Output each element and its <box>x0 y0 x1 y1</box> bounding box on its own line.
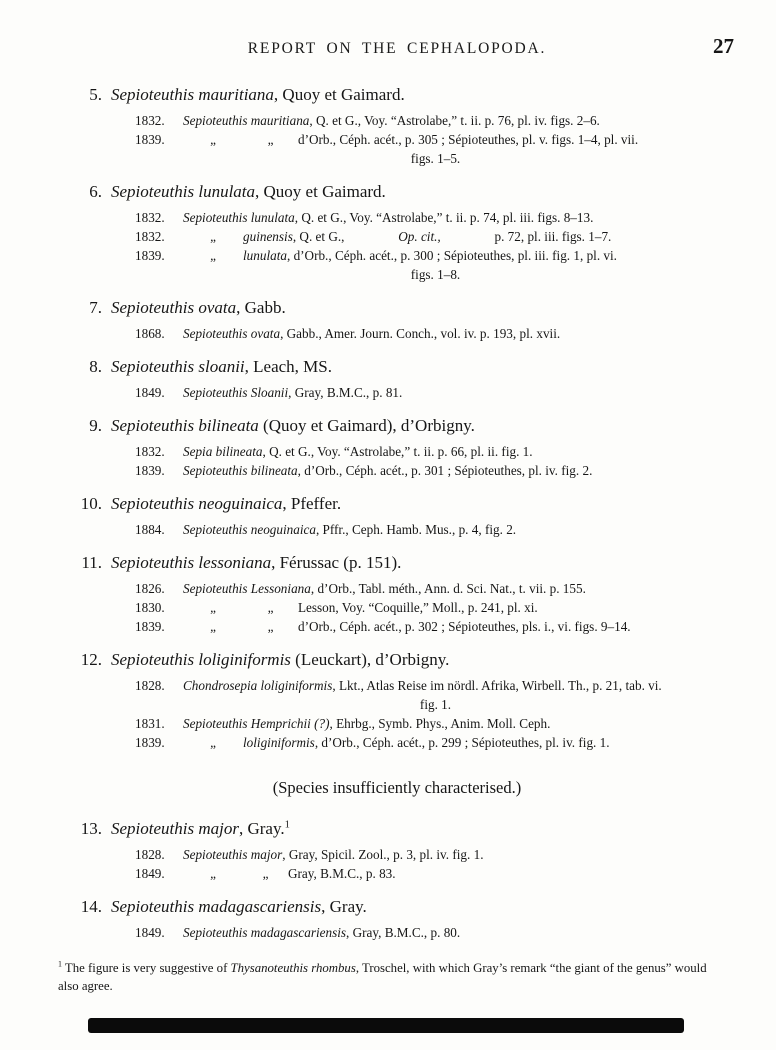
ditto-mark: „ <box>262 866 269 881</box>
taxon-name: Sepioteuthis Sloanii <box>183 385 289 400</box>
species-entry <box>58 297 736 343</box>
ditto-mark: „ <box>267 132 274 147</box>
species-entry <box>58 493 736 539</box>
taxon-name: Sepioteuthis neoguinaica <box>111 494 283 513</box>
taxon-name: Sepioteuthis bilineata <box>111 416 259 435</box>
citation-text: , Q. et G., Voy. “Astrolabe,” t. ii. p. 74, pl. iii. figs. 8–13. <box>294 210 594 225</box>
citation-text: p. 72, pl. iii. figs. 1–7. <box>494 229 612 244</box>
citation-body <box>183 113 600 128</box>
taxon-name: Sepioteuthis bilineata <box>183 463 298 478</box>
citation-continuation: figs. 1–8. <box>410 267 461 282</box>
taxon-name: Sepioteuthis Hemprichii (?) <box>183 716 330 731</box>
ditto-mark: „ <box>210 735 216 750</box>
ditto-mark: „ <box>210 248 216 263</box>
citation-body <box>183 385 402 400</box>
entry-heading <box>58 649 736 670</box>
citation-year: 1831. <box>135 716 165 731</box>
citation-line <box>135 324 736 343</box>
citation-body <box>183 716 550 731</box>
ditto-mark: „ <box>210 600 216 615</box>
taxon-name: guinensis <box>243 229 293 244</box>
citation-list <box>135 208 736 284</box>
ditto-mark: „ <box>267 619 274 634</box>
heading-text: , Quoy et Gaimard. <box>273 85 405 104</box>
species-entry <box>58 356 736 402</box>
citation-body <box>183 248 617 263</box>
citation-line <box>135 714 736 733</box>
taxon-name: Sepioteuthis mauritiana <box>183 113 310 128</box>
citation-year: 1849. <box>135 925 165 940</box>
citation-list <box>135 579 736 636</box>
taxon-name: Sepioteuthis sloanii <box>111 357 245 376</box>
citation-text: , Gray, Spicil. Zool., p. 3, pl. iv. fig. 1. <box>282 847 484 862</box>
species-entry <box>58 896 736 942</box>
entry-heading <box>58 415 736 436</box>
heading-text: , Gabb. <box>236 298 286 317</box>
heading-text: (Leuckart), d’Orbigny. <box>290 650 450 669</box>
entry-number: 8. <box>89 357 102 376</box>
entry-number: 5. <box>89 85 102 104</box>
citation-body <box>183 735 610 750</box>
citation-body <box>183 522 516 537</box>
citation-list <box>135 383 736 402</box>
running-title: REPORT ON THE CEPHALOPODA. <box>247 40 547 57</box>
entry-title <box>111 650 449 669</box>
citation-text: , Gray, B.M.C., p. 81. <box>288 385 403 400</box>
entry-title <box>111 182 386 201</box>
heading-text: , Gray. <box>238 819 285 838</box>
heading-text: , Leach, MS. <box>244 357 332 376</box>
footnote <box>58 960 736 995</box>
citation-year: 1839. <box>135 132 165 147</box>
citation-list <box>135 111 736 168</box>
citation-year: 1832. <box>135 210 165 225</box>
citation-list <box>135 923 736 942</box>
citation-year: 1832. <box>135 113 165 128</box>
citation-year: 1839. <box>135 735 165 750</box>
species-entry <box>58 552 736 636</box>
taxon-name: Sepioteuthis ovata <box>183 326 281 341</box>
citation-body <box>183 581 586 596</box>
taxon-name: Sepioteuthis madagascariensis <box>183 925 347 940</box>
citation-year: 1828. <box>135 678 165 693</box>
citation-text: , Gabb., Amer. Journ. Conch., vol. iv. p. 193, pl. xvii. <box>280 326 561 341</box>
citation-text: d’Orb., Céph. acét., p. 305 ; Sépioteuthes, pl. v. figs. 1–4, pl. vii. <box>298 132 639 147</box>
entry-heading <box>58 493 736 514</box>
entry-heading <box>58 356 736 377</box>
species-entry <box>58 415 736 480</box>
entry-number: 6. <box>89 182 102 201</box>
heading-text: , Férussac (p. 151). <box>271 553 402 572</box>
taxon-name: lunulata <box>243 248 287 263</box>
ditto-mark: „ <box>267 600 274 615</box>
scan-artifact-bar <box>88 1018 684 1033</box>
ditto-mark: „ <box>210 866 216 881</box>
taxon-name: Sepioteuthis major <box>111 819 239 838</box>
section-note: (Species insufficiently characterised.) <box>272 778 522 797</box>
citation-body <box>183 600 538 615</box>
footnote-text: 1 <box>58 959 62 969</box>
citation-body <box>183 866 396 881</box>
heading-text: , Gray. <box>321 897 367 916</box>
entry-title <box>111 819 290 838</box>
citation-line <box>135 208 736 227</box>
entry-number: 10. <box>80 494 102 513</box>
citation-year: 1826. <box>135 581 165 596</box>
heading-text: , Pfeffer. <box>282 494 342 513</box>
entry-number: 7. <box>89 298 102 317</box>
citation-year: 1828. <box>135 847 165 862</box>
citation-body <box>183 444 533 459</box>
page-number: 27 <box>713 34 734 58</box>
species-entry <box>58 181 736 284</box>
species-entry <box>58 649 736 752</box>
entry-number: 14. <box>80 897 102 916</box>
taxon-name: Sepioteuthis lunulata <box>111 182 256 201</box>
entry-heading <box>58 552 736 573</box>
footnote-text: The figure is very suggestive of <box>61 961 231 975</box>
citation-year: 1839. <box>135 248 165 263</box>
citation-body <box>183 463 592 478</box>
entry-number: 11. <box>81 553 102 572</box>
citation-line <box>135 733 736 752</box>
citation-text: d’Orb., Céph. acét., p. 302 ; Sépioteuthes, pls. i., vi. figs. 9–14. <box>298 619 631 634</box>
citation-text: , Q. et G., <box>292 229 345 244</box>
citation-body <box>183 210 593 225</box>
taxon-name: Sepioteuthis neoguinaica <box>183 522 316 537</box>
citation-line <box>135 246 736 265</box>
taxon-name: Sepioteuthis major <box>183 847 283 862</box>
citation-line <box>135 442 736 461</box>
citation-year: 1832. <box>135 229 165 244</box>
entry-title <box>111 416 475 435</box>
citation-text: , Gray, B.M.C., p. 80. <box>346 925 461 940</box>
taxon-name: loliginiformis <box>243 735 315 750</box>
citation-continuation: fig. 1. <box>419 697 452 712</box>
heading-text: , Quoy et Gaimard. <box>255 182 386 201</box>
citation-text: , d’Orb., Tabl. méth., Ann. d. Sci. Nat., t. vii. p. 155. <box>310 581 586 596</box>
ditto-mark: „ <box>210 132 216 147</box>
taxon-name: Sepia bilineata <box>183 444 263 459</box>
entry-heading <box>58 818 736 839</box>
heading-text: (Quoy et Gaimard), d’Orbigny. <box>258 416 475 435</box>
citation-line <box>135 520 736 539</box>
species-entry <box>58 84 736 168</box>
species-entry <box>58 818 736 883</box>
citation-line <box>135 864 736 883</box>
citation-text: , d’Orb., Céph. acét., p. 300 ; Sépioteuthes, pl. iii. fig. 1, pl. vi. <box>286 248 617 263</box>
entry-heading <box>58 181 736 202</box>
citation-list <box>135 845 736 883</box>
citation-list <box>135 520 736 539</box>
taxon-name: Thysanoteuthis rhombus <box>230 961 356 975</box>
heading-text: 1 <box>284 819 290 831</box>
citation-line <box>135 461 736 480</box>
citation-line <box>135 598 736 617</box>
taxon-name: Sepioteuthis mauritiana <box>111 85 274 104</box>
citation-line <box>135 111 736 130</box>
citation-text: , Q. et G., Voy. “Astrolabe,” t. ii. p. 66, pl. ii. fig. 1. <box>262 444 533 459</box>
citation-text: , d’Orb., Céph. acét., p. 299 ; Sépioteuthes, pl. iv. fig. 1. <box>314 735 610 750</box>
citation-year: 1884. <box>135 522 165 537</box>
citation-line <box>135 845 736 864</box>
page-header <box>58 26 736 68</box>
citation-list <box>135 442 736 480</box>
entry-title <box>111 85 405 104</box>
citation-year: 1849. <box>135 866 165 881</box>
citation-body <box>183 132 638 147</box>
citation-body <box>183 678 662 693</box>
ditto-mark: „ <box>210 619 216 634</box>
citation-list <box>135 324 736 343</box>
taxon-name: Op. cit., <box>398 229 441 244</box>
citation-body <box>183 619 631 634</box>
citation-text: , d’Orb., Céph. acét., p. 301 ; Sépioteuthes, pl. iv. fig. 2. <box>297 463 593 478</box>
taxon-name: Sepioteuthis madagascariensis <box>111 897 322 916</box>
citation-text: , Ehrbg., Symb. Phys., Anim. Moll. Ceph. <box>329 716 551 731</box>
entry-number: 12. <box>80 650 102 669</box>
taxon-name: Chondrosepia loliginiformis <box>183 678 333 693</box>
taxon-name: Sepioteuthis Lessoniana <box>183 581 311 596</box>
citation-year: 1849. <box>135 385 165 400</box>
citation-body <box>183 326 560 341</box>
entry-heading <box>58 297 736 318</box>
entry-title <box>111 553 401 572</box>
taxon-name: Sepioteuthis ovata <box>111 298 237 317</box>
entry-heading <box>58 896 736 917</box>
entry-number: 9. <box>89 416 102 435</box>
citation-line <box>135 617 736 636</box>
entry-title <box>111 494 341 513</box>
entry-title <box>111 357 332 376</box>
citation-list <box>135 676 736 752</box>
citation-line <box>135 676 736 695</box>
citation-body <box>183 847 484 862</box>
citation-text: , Pffr., Ceph. Hamb. Mus., p. 4, fig. 2. <box>315 522 517 537</box>
entry-title <box>111 298 286 317</box>
citation-text: Lesson, Voy. “Coquille,” Moll., p. 241, pl. xi. <box>298 600 538 615</box>
citation-year: 1830. <box>135 600 165 615</box>
citation-year: 1832. <box>135 444 165 459</box>
citation-line <box>135 383 736 402</box>
taxon-name: Sepioteuthis loliginiformis <box>111 650 291 669</box>
citation-year: 1839. <box>135 619 165 634</box>
entry-title <box>111 897 367 916</box>
ditto-mark: „ <box>210 229 216 244</box>
citation-line <box>135 130 736 149</box>
citation-line <box>135 923 736 942</box>
taxon-name: Sepioteuthis lessoniana <box>111 553 272 572</box>
citation-line <box>135 579 736 598</box>
entry-number: 13. <box>80 819 102 838</box>
entry-heading <box>58 84 736 105</box>
citation-text: Gray, B.M.C., p. 83. <box>288 866 396 881</box>
species-entry-list <box>58 84 736 942</box>
citation-year: 1839. <box>135 463 165 478</box>
citation-line <box>135 227 736 246</box>
citation-body <box>183 925 460 940</box>
citation-body <box>183 229 611 244</box>
citation-text: , Q. et G., Voy. “Astrolabe,” t. ii. p. 76, pl. iv. figs. 2–6. <box>309 113 600 128</box>
citation-year: 1868. <box>135 326 165 341</box>
citation-text: , Lkt., Atlas Reise im nördl. Afrika, Wirbell. Th., p. 21, tab. vi. <box>332 678 662 693</box>
footnote-text: , Troschel, with which Gray’s remark “the giant of the genus” would also agree. <box>58 961 707 993</box>
citation-continuation: figs. 1–5. <box>410 151 461 166</box>
taxon-name: Sepioteuthis lunulata <box>183 210 295 225</box>
